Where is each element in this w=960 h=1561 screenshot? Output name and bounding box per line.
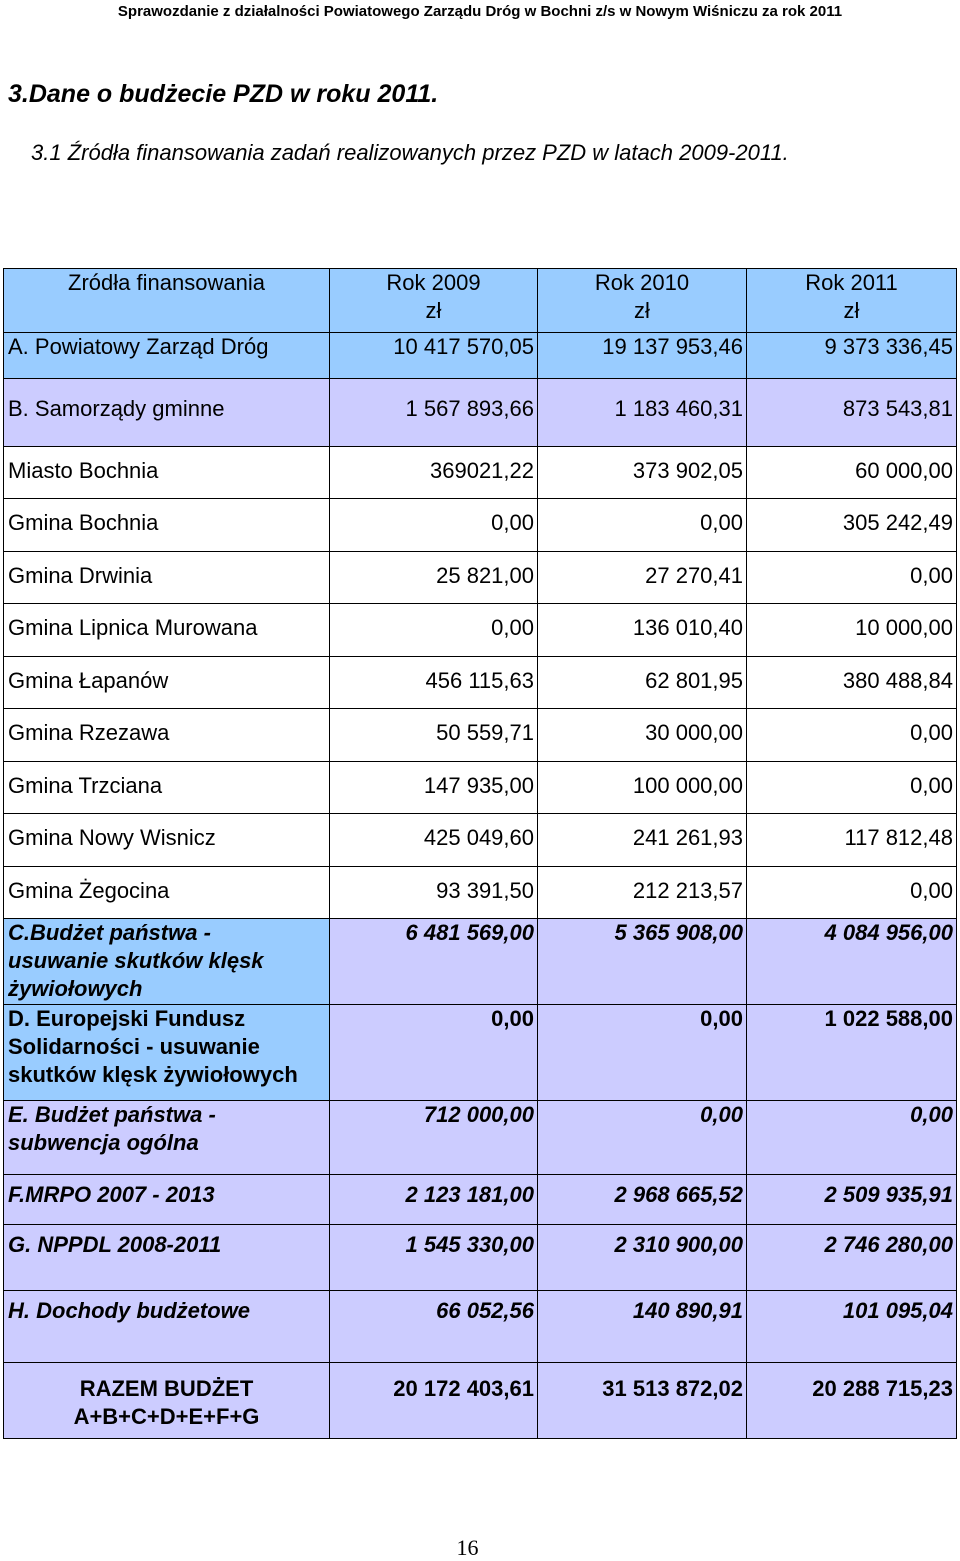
gmina-2009: 25 821,00: [330, 552, 538, 604]
row-c: [4, 919, 957, 1005]
section-heading: 3.Dane o budżecie PZD w roku 2011.: [8, 80, 439, 108]
row-h: [4, 1291, 957, 1363]
gmina-2010: 373 902,05: [538, 447, 747, 499]
row-a-2009: 10 417 570,05: [330, 333, 538, 379]
gmina-2011: 10 000,00: [747, 604, 957, 657]
row-total-label-line2: A+B+C+D+E+F+G: [73, 1404, 260, 1429]
header-sources-label: Zródła finansowania: [68, 270, 265, 295]
row-total-2011: 20 288 715,23: [747, 1363, 957, 1439]
row-f-2011: 2 509 935,91: [747, 1175, 957, 1225]
gmina-label: Gmina Nowy Wisnicz: [4, 814, 330, 867]
gmina-label: Gmina Rzezawa: [4, 709, 330, 762]
row-f: [4, 1175, 957, 1225]
row-d: [4, 1005, 957, 1101]
gmina-2009: 0,00: [330, 499, 538, 552]
header-2010-unit: zł: [634, 298, 650, 323]
gmina-2010: 62 801,95: [538, 657, 747, 709]
header-2010: [538, 269, 747, 333]
gmina-label: Miasto Bochnia: [4, 447, 330, 499]
gmina-2010: 27 270,41: [538, 552, 747, 604]
gmina-2011: 60 000,00: [747, 447, 957, 499]
gmina-2011: 305 242,49: [747, 499, 957, 552]
gmina-2011: 0,00: [747, 709, 957, 762]
row-f-2009: 2 123 181,00: [330, 1175, 538, 1225]
header-2011-year: Rok 2011: [805, 270, 898, 295]
row-b-2010: 1 183 460,31: [538, 379, 747, 447]
table-row: [4, 867, 957, 919]
row-total-label-line1: RAZEM BUDŻET: [79, 1376, 254, 1401]
header-sources: [4, 269, 330, 333]
header-2009-year: Rok 2009: [386, 270, 481, 295]
row-d-label-line2: Solidarności - usuwanie: [8, 1034, 260, 1059]
table-header-row: [4, 269, 957, 333]
row-c-label-line3: żywiołowych: [8, 976, 143, 1001]
gmina-2011: 0,00: [747, 762, 957, 814]
gmina-2009: 50 559,71: [330, 709, 538, 762]
document-header: Sprawozdanie z działalności Powiatowego Zarządu Dróg w Bochni z/s w Nowym Wiśniczu za rok 2011: [117, 3, 843, 20]
row-a: [4, 333, 957, 379]
gmina-2009: 425 049,60: [330, 814, 538, 867]
row-c-label-line1: C.Budżet państwa -: [8, 920, 211, 945]
row-a-2010: 19 137 953,46: [538, 333, 747, 379]
row-b: [4, 379, 957, 447]
row-d-label-line3: skutków klęsk żywiołowych: [8, 1062, 298, 1087]
row-d-label-line1: D. Europejski Fundusz: [8, 1006, 246, 1031]
row-c-label: [4, 919, 330, 1005]
gmina-label: Gmina Łapanów: [4, 657, 330, 709]
row-e-label: [4, 1101, 330, 1175]
row-total-2009: 20 172 403,61: [330, 1363, 538, 1439]
gmina-2011: 380 488,84: [747, 657, 957, 709]
gmina-2010: 100 000,00: [538, 762, 747, 814]
gmina-2009: 456 115,63: [330, 657, 538, 709]
gmina-2009: 147 935,00: [330, 762, 538, 814]
table-row: [4, 709, 957, 762]
row-g-2009: 1 545 330,00: [330, 1225, 538, 1291]
row-b-label: B. Samorządy gminne: [4, 379, 330, 447]
gmina-label: Gmina Drwinia: [4, 552, 330, 604]
header-2010-year: Rok 2010: [594, 270, 690, 295]
row-e-2009: 712 000,00: [330, 1101, 538, 1175]
gmina-2010: 30 000,00: [538, 709, 747, 762]
gmina-2010: 0,00: [538, 499, 747, 552]
budget-table: [3, 268, 957, 1439]
table-row: [4, 499, 957, 552]
row-e-label-line1: E. Budżet państwa -: [8, 1102, 216, 1127]
header-2009-unit: zł: [425, 298, 442, 323]
row-h-2010: 140 890,91: [538, 1291, 747, 1363]
row-g-2011: 2 746 280,00: [747, 1225, 957, 1291]
gmina-2011: 0,00: [747, 867, 957, 919]
header-2011-unit: zł: [843, 298, 860, 323]
row-a-label: A. Powiatowy Zarząd Dróg: [4, 333, 330, 379]
table-row: [4, 762, 957, 814]
table-row: [4, 552, 957, 604]
row-a-2011: 9 373 336,45: [747, 333, 957, 379]
gmina-label: Gmina Żegocina: [4, 867, 330, 919]
row-g: [4, 1225, 957, 1291]
row-d-2011: 1 022 588,00: [747, 1005, 957, 1101]
row-c-2010: 5 365 908,00: [538, 919, 747, 1005]
row-e: [4, 1101, 957, 1175]
row-d-label: [4, 1005, 330, 1101]
gmina-label: Gmina Trzciana: [4, 762, 330, 814]
row-h-2009: 66 052,56: [330, 1291, 538, 1363]
gmina-label: Gmina Bochnia: [4, 499, 330, 552]
header-2009: [330, 269, 538, 333]
row-total: [4, 1363, 957, 1439]
row-h-label: H. Dochody budżetowe: [4, 1291, 330, 1363]
header-2011: [747, 269, 957, 333]
table-row: [4, 604, 957, 657]
row-b-2009: 1 567 893,66: [330, 379, 538, 447]
row-f-label: F.MRPO 2007 - 2013: [4, 1175, 330, 1225]
table-row: [4, 447, 957, 499]
page-number: 16: [456, 1535, 479, 1560]
gmina-2009: 93 391,50: [330, 867, 538, 919]
row-e-2010: 0,00: [538, 1101, 747, 1175]
row-d-2010: 0,00: [538, 1005, 747, 1101]
row-c-2009: 6 481 569,00: [330, 919, 538, 1005]
subsection-heading: 3.1 Źródła finansowania zadań realizowanych przez PZD w latach 2009-2011.: [31, 140, 789, 165]
gmina-2010: 241 261,93: [538, 814, 747, 867]
table-row: [4, 657, 957, 709]
table-row: [4, 814, 957, 867]
row-e-2011: 0,00: [747, 1101, 957, 1175]
row-e-label-line2: subwencja ogólna: [8, 1130, 199, 1155]
row-d-2009: 0,00: [330, 1005, 538, 1101]
row-f-2010: 2 968 665,52: [538, 1175, 747, 1225]
gmina-2010: 212 213,57: [538, 867, 747, 919]
row-total-2010: 31 513 872,02: [538, 1363, 747, 1439]
gmina-2009: 0,00: [330, 604, 538, 657]
row-g-label: G. NPPDL 2008-2011: [4, 1225, 330, 1291]
gmina-2010: 136 010,40: [538, 604, 747, 657]
gmina-2011: 0,00: [747, 552, 957, 604]
row-c-2011: 4 084 956,00: [747, 919, 957, 1005]
row-total-label: [4, 1363, 330, 1439]
row-c-label-line2: usuwanie skutków klęsk: [8, 948, 264, 973]
row-g-2010: 2 310 900,00: [538, 1225, 747, 1291]
row-h-2011: 101 095,04: [747, 1291, 957, 1363]
gmina-2011: 117 812,48: [747, 814, 957, 867]
gmina-2009: 369021,22: [330, 447, 538, 499]
gmina-label: Gmina Lipnica Murowana: [4, 604, 330, 657]
row-b-2011: 873 543,81: [747, 379, 957, 447]
